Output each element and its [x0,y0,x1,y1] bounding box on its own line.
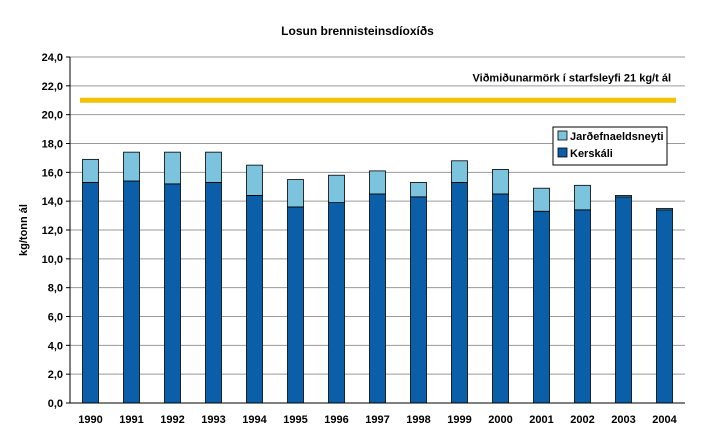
bar-segment [83,159,99,182]
y-tick-label: 12,0 [41,225,63,237]
bar-segment [370,194,386,403]
y-tick-label: 0,0 [47,398,63,410]
bar-segment [411,197,427,403]
x-tick-label: 1997 [365,414,390,426]
bar-segment [370,171,386,194]
bar-segment [493,169,509,194]
bar-segment [657,208,673,209]
x-tick-label: 1991 [119,414,144,426]
bar-segment [124,152,140,181]
legend-label-kerskali: Kerskáli [570,148,613,160]
x-tick-label: 2003 [611,414,636,426]
bar-segment [411,182,427,196]
x-tick-label: 1995 [283,414,308,426]
x-tick-label: 2001 [529,414,554,426]
x-tick-label: 1998 [406,414,431,426]
y-tick-label: 4,0 [47,340,63,353]
x-tick-label: 1999 [447,414,472,426]
bar-segment [329,175,345,202]
bars [83,152,673,403]
bar-segment [124,181,140,403]
x-tick-label: 1990 [78,414,103,426]
bar-segment [575,210,591,403]
bar-segment [288,180,304,207]
x-tick-label: 1996 [324,414,349,426]
x-tick-label: 2002 [570,414,595,426]
bar-segment [165,184,181,403]
bar-segment [247,165,263,195]
x-tick-label: 2000 [488,414,513,426]
bar-segment [493,194,509,403]
bar-segment [452,161,468,183]
x-axis-ticks [78,414,677,426]
bar-segment [206,152,222,182]
y-tick-label: 16,0 [41,167,63,180]
legend [553,127,667,165]
y-axis-title: kg/tonn ál [18,204,30,256]
y-tick-label: 20,0 [41,109,63,122]
x-tick-label: 1992 [160,414,185,426]
bar-segment [616,197,632,403]
bar-segment [616,195,632,196]
legend-label-jardefnaeldsneyti: Jarðefnaeldsneyti [570,131,664,143]
bar-segment [575,185,591,210]
bar-segment [288,207,304,403]
bar-segment [83,182,99,403]
reference-line-label: Viðmiðunarmörk í starfsleyfi 21 kg/t ál [472,72,671,85]
y-tick-label: 8,0 [47,282,63,295]
bar-segment [206,182,222,403]
y-tick-label: 22,0 [41,80,63,93]
y-tick-label: 18,0 [41,138,63,151]
bar-segment [165,152,181,184]
bar-segment [247,195,263,403]
y-tick-label: 6,0 [47,311,63,324]
y-tick-label: 10,0 [41,253,63,266]
x-tick-label: 2004 [652,414,677,426]
legend-swatch-jardefnaeldsneyti [558,131,567,140]
y-tick-label: 24,0 [41,52,63,64]
bar-segment [329,203,345,403]
x-tick-label: 1993 [201,414,226,426]
bar-segment [657,210,673,403]
bar-segment [534,188,550,211]
bar-segment [534,211,550,403]
y-tick-label: 2,0 [47,369,63,382]
legend-swatch-kerskali [558,148,567,157]
bar-segment [452,182,468,403]
x-tick-label: 1994 [242,414,267,426]
chart-title: Losun brennisteinsdíoxíðs [281,24,434,38]
y-tick-label: 14,0 [41,196,63,209]
y-axis-ticks [42,52,70,410]
